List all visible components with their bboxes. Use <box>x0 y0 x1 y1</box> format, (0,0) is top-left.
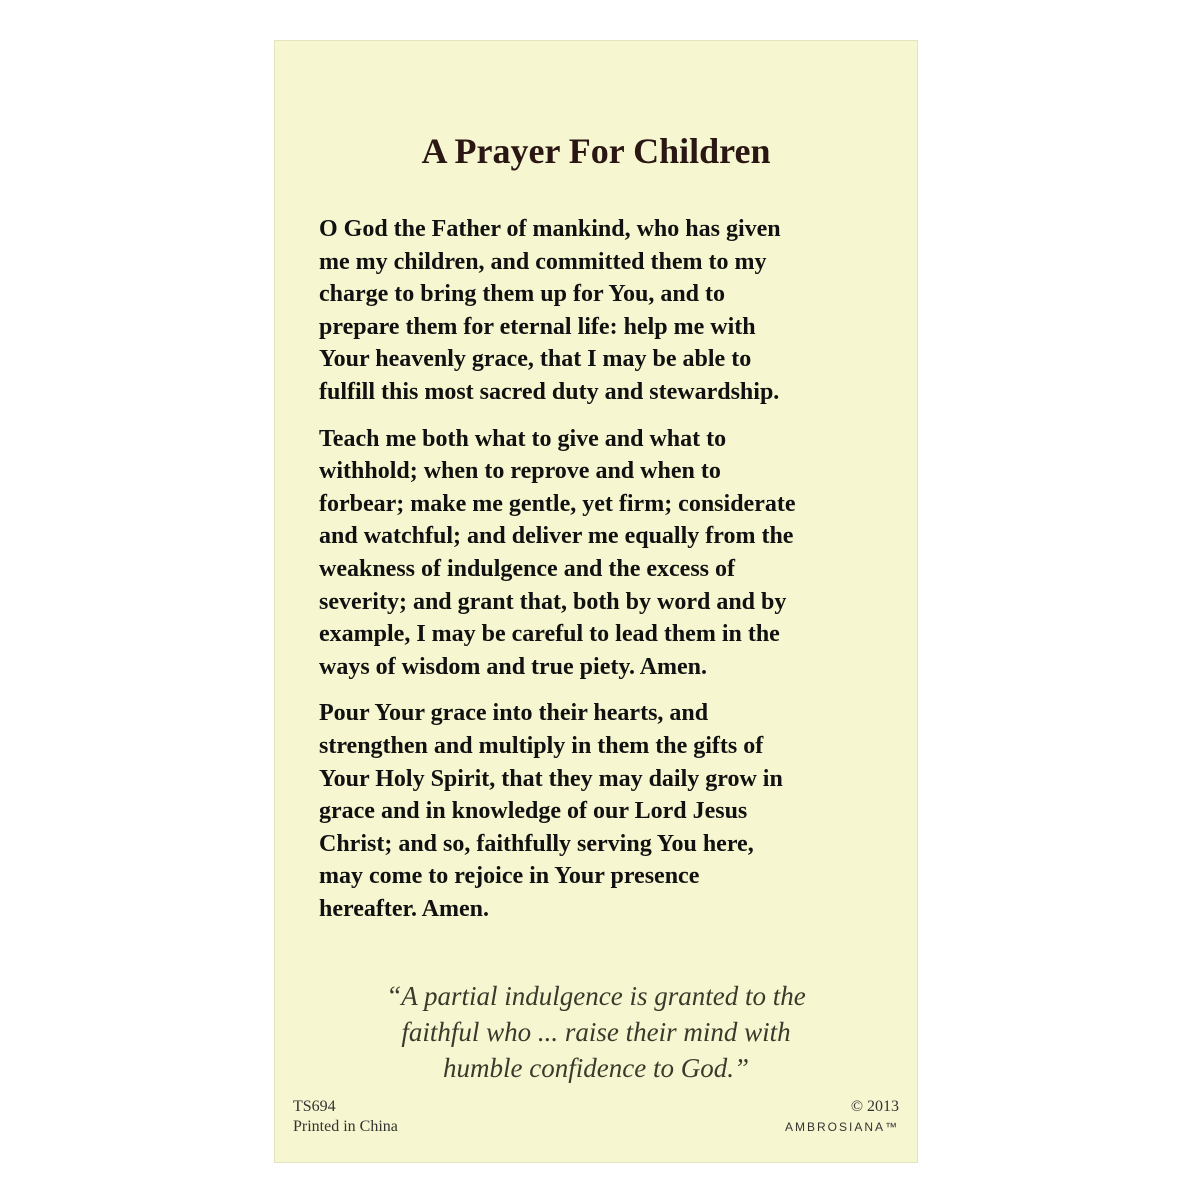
indulgence-line: “A partial indulgence is granted to the <box>386 981 806 1011</box>
prayer-line: may come to rejoice in Your presence <box>319 863 700 890</box>
prayer-line: fulfill this most sacred duty and stewardship. <box>319 378 780 405</box>
prayer-line: Pour Your grace into their hearts, and <box>319 700 709 727</box>
brand-name: AMBROSIANA™ <box>784 1120 899 1134</box>
copyright-notice: © 2013 <box>850 1098 899 1115</box>
prayer-card <box>274 40 918 1163</box>
footer-right <box>785 1097 899 1137</box>
prayer-line: weakness of indulgence and the excess of <box>319 555 736 582</box>
prayer-line: forbear; make me gentle, yet firm; considerate <box>319 490 796 517</box>
printed-in: Printed in China <box>293 1118 398 1135</box>
prayer-title: A Prayer For Children <box>421 131 771 171</box>
prayer-line: withhold; when to reprove and when to <box>319 458 721 485</box>
prayer-line: and watchful; and deliver me equally from the <box>319 523 794 550</box>
prayer-line: me my children, and committed them to my <box>319 248 767 275</box>
indulgence-line: humble confidence to God.” <box>443 1053 749 1083</box>
prayer-paragraph-1 <box>319 213 889 409</box>
prayer-line: example, I may be careful to lead them in the <box>319 621 780 648</box>
indulgence-line: faithful who ... raise their mind with <box>401 1017 791 1047</box>
prayer-line: severity; and grant that, both by word and by <box>319 588 787 615</box>
prayer-line: hereafter. Amen. <box>319 895 489 922</box>
footer-left <box>293 1097 398 1137</box>
prayer-body <box>319 213 889 939</box>
prayer-line: Teach me both what to give and what to <box>319 425 727 452</box>
product-code: TS694 <box>293 1098 336 1115</box>
prayer-line: Your heavenly grace, that I may be able to <box>319 346 752 373</box>
prayer-line: grace and in knowledge of our Lord Jesus <box>319 798 748 825</box>
prayer-line: Christ; and so, faithfully serving You here, <box>319 830 754 857</box>
prayer-line: prepare them for eternal life: help me with <box>319 313 756 340</box>
prayer-paragraph-3 <box>319 697 889 925</box>
indulgence-quote <box>275 978 917 1086</box>
prayer-line: strengthen and multiply in them the gifts of <box>319 732 764 759</box>
prayer-line: ways of wisdom and true piety. Amen. <box>319 653 708 680</box>
prayer-line: charge to bring them up for You, and to <box>319 281 726 308</box>
prayer-paragraph-2 <box>319 423 889 684</box>
prayer-line: Your Holy Spirit, that they may daily grow in <box>319 765 783 792</box>
prayer-line: O God the Father of mankind, who has given <box>319 216 781 242</box>
